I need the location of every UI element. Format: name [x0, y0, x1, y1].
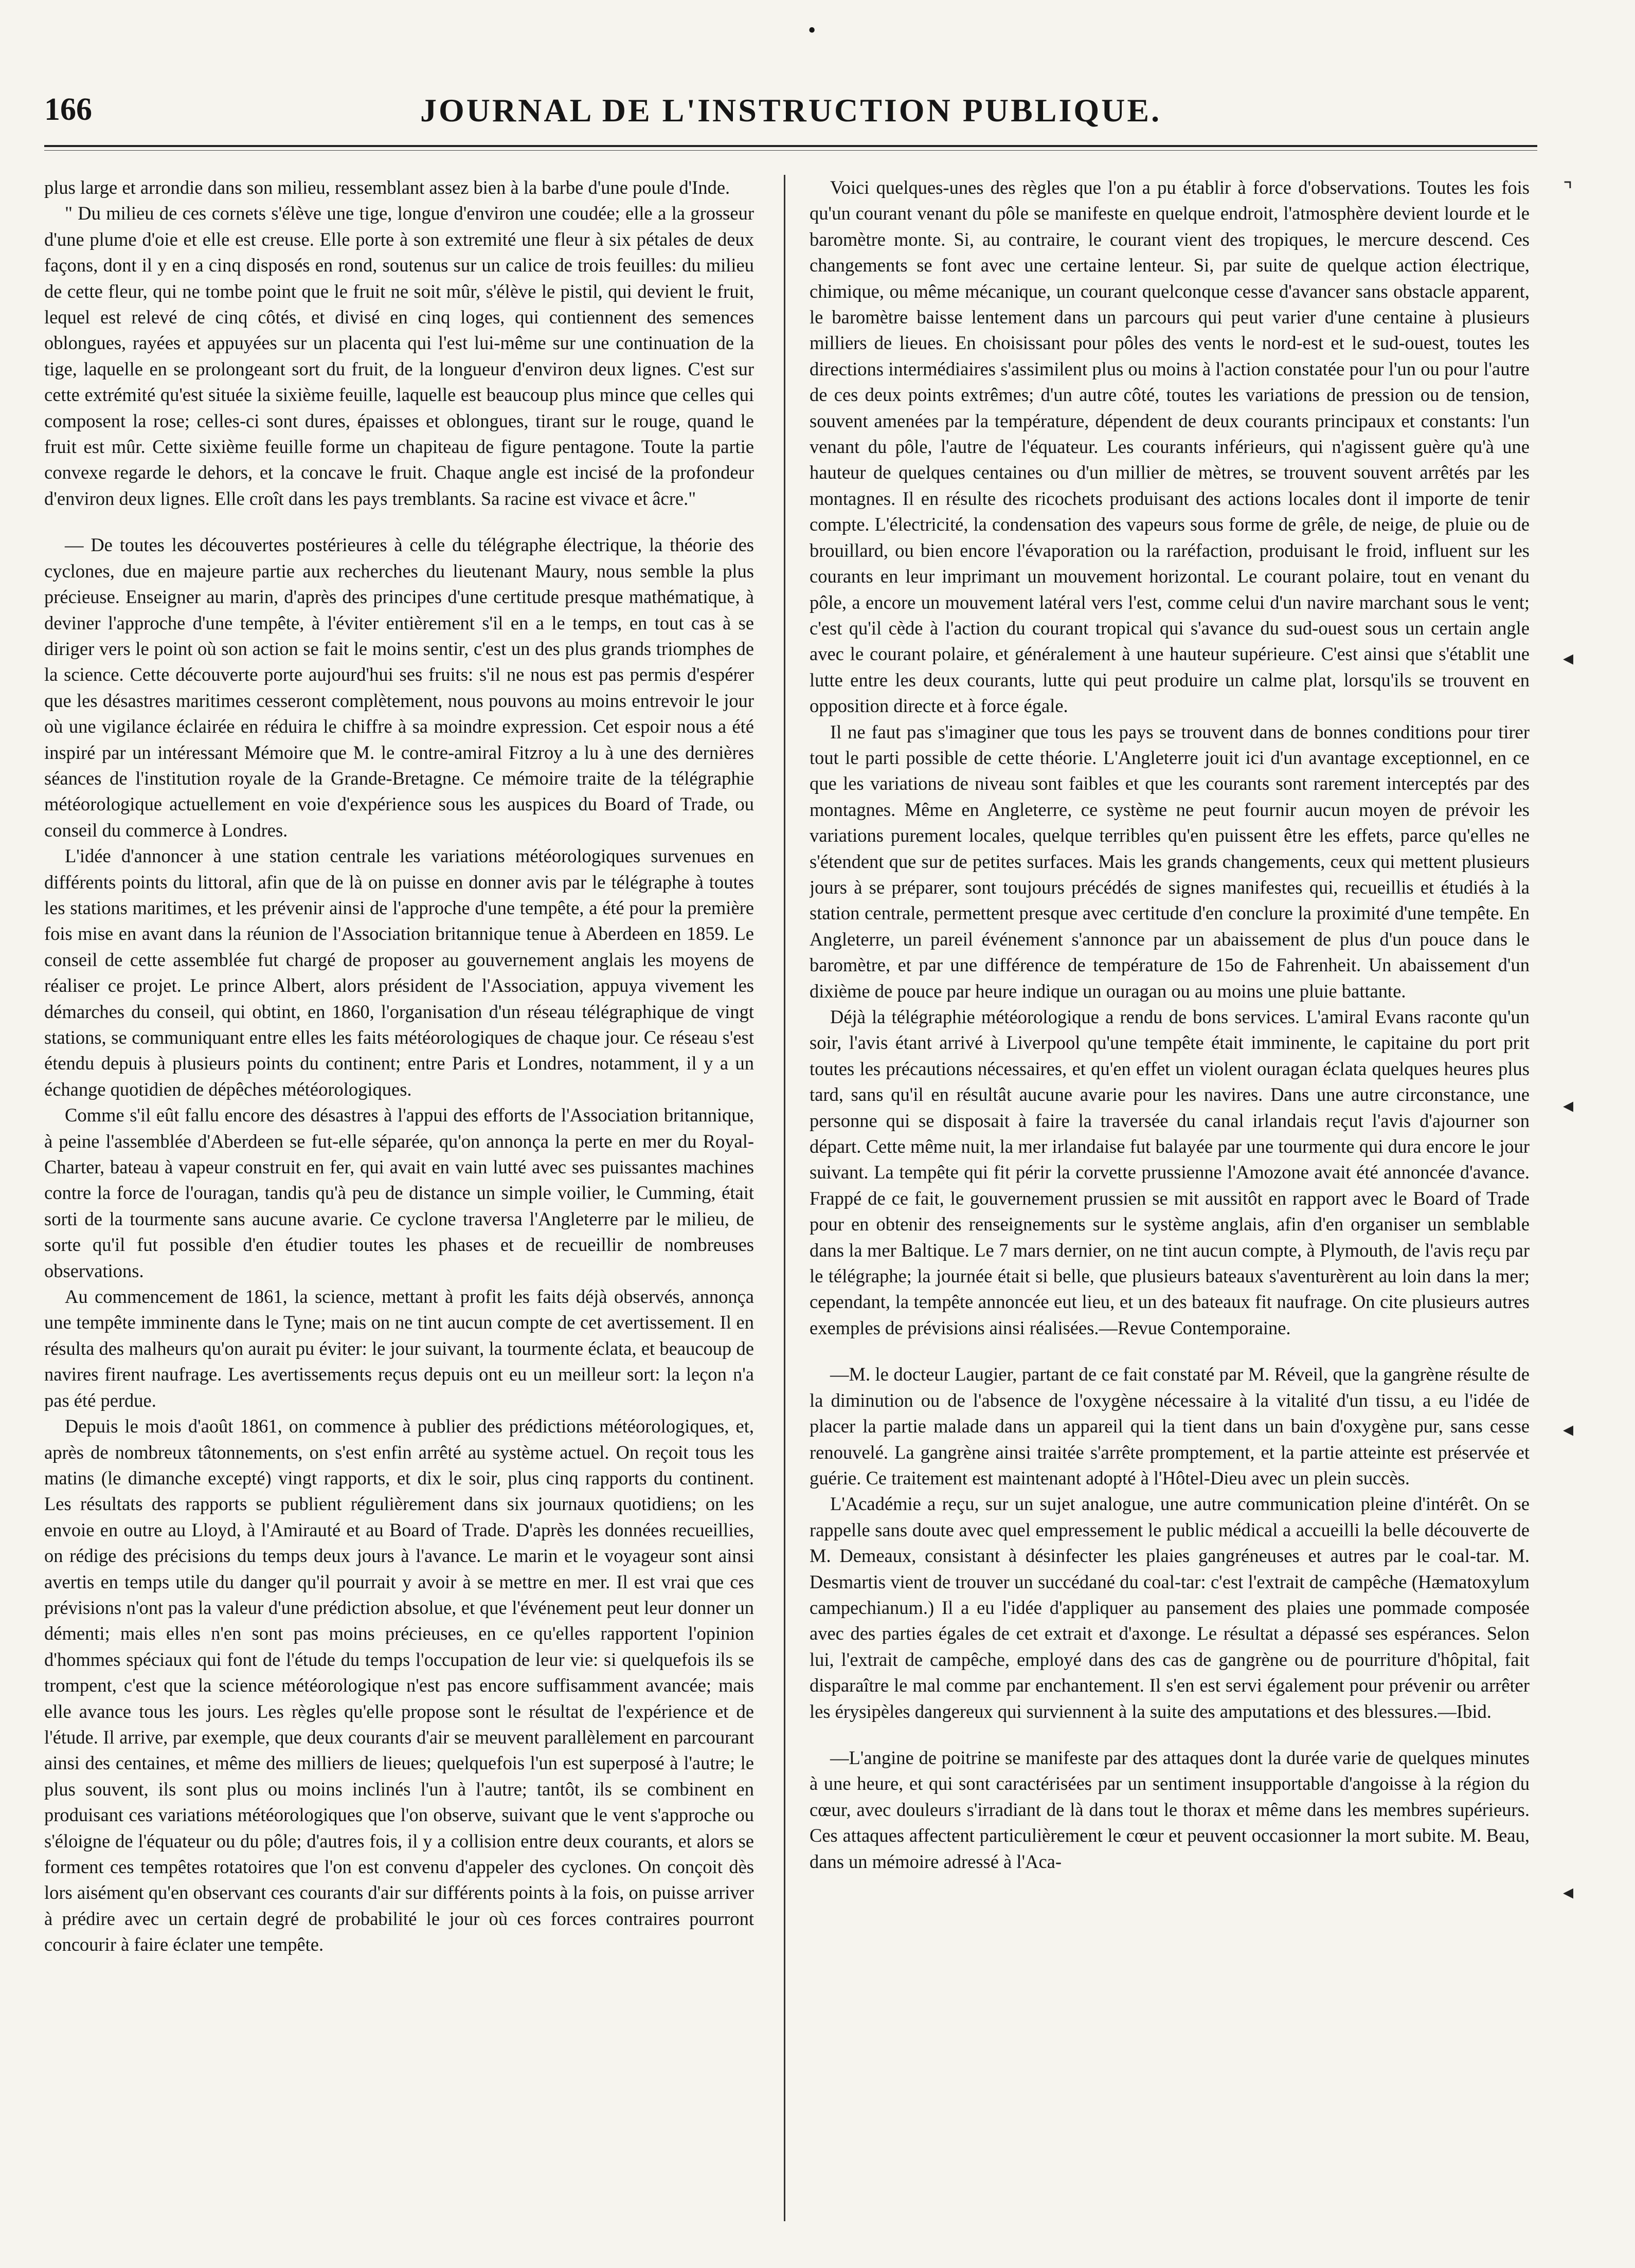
paragraph: —M. le docteur Laugier, partant de ce fait constaté par M. Réveil, que la gangrène résulte de la diminution ou de l'absence de l'oxygène nécessaire à la vitalité d'un tissu, a eu l'idée de placer la partie malade dans un appareil qui la tient dans un bain d'oxygène pur, sans cesse renouvelé. La gangrène ainsi traitée s'arrête promptement, et la partie atteinte est préservée et guérie. Ce traitement est maintenant adopté à l'Hôtel-Dieu avec un plein succès. — [810, 1364, 1530, 1489]
column-divider — [784, 175, 785, 2221]
paragraph: Il ne faut pas s'imaginer que tous les pays se trouvent dans de bonnes conditions pour tirer tout le parti possible de cette théorie. L'Angleterre jouit ici d'un avantage exceptionnel, en ce que les variations de niveau sont faibles et que les courants sont rarement interceptés par des montagnes. Même en Angleterre, ce système ne peut fournir aucun moyen de prévoir les variations purement locales, quelque terribles qu'en puissent être les effets, parce qu'elles ne s'étendent que sur de petites surfaces. Mais les grands changements, ceux qui mettent plusieurs jours à se préparer, sont toujours précédés de signes manifestes qui, recueillis et étudiés à la station centrale, permettent presque avec certitude d'en conclure la proximité d'une tempête. En Angleterre, un pareil événement s'annonce par un abaissement de plus d'un pouce dans le baromètre, et par une différence de température de 15o de Fahrenheit. Un abaissement d'un dixième de pouce par heure indique un ouragan ou au moins une pluie battante. — [810, 721, 1530, 1002]
running-title: JOURNAL DE L'INSTRUCTION PUBLIQUE. — [420, 92, 1162, 129]
margin-arrow-mark: ◂ — [1563, 1418, 1574, 1441]
paragraph: Au commencement de 1861, la science, mettant à profit les faits déjà observés, annonça une tempête imminente dans le Tyne; mais on ne tint aucun compte de cet avertissement. Il en résulta des malheurs qu'on aurait pu éviter: le jour suivant, la tourmente éclata, et beaucoup de navires firent naufrage. Les avertissements reçus depuis ont eu un meilleur sort: la leçon n'a pas été perdue. — [44, 1286, 754, 1411]
paragraph: Voici quelques-unes des règles que l'on a pu établir à force d'observations. Toutes les fois qu'un courant venant du pôle se manifeste en quelque endroit, l'atmosphère devient lourde et le baromètre monte. Si, au contraire, le courant vient des tropiques, le mercure descend. Ces changements se font avec une certaine lenteur. Si, par suite de quelque action électrique, chimique, ou même mécanique, un courant quelconque cesse d'avancer sans obstacle apparent, le baromètre baisse lentement dans un parcours qui peut varier d'une centaine à plusieurs milliers de lieues. En choisissant pour pôles des vents le nord-est et le sud-ouest, toutes les directions intermédiaires s'assimilent plus ou moins à l'action constatée pour l'un ou pour l'autre de ces deux points extrêmes; d'un autre côté, toutes les variations de pression ou de tension, souvent amenées par la température, dépendent de deux courants principaux et constants: l'un venant du pôle, l'autre de l'équateur. Les courants inférieurs, qui n'agissent guère qu'à une hauteur de quelques centaines ou d'un millier de mètres, se trouvent souvent arrêtés par les montagnes. Il en résulte des ricochets produisant des actions locales dont il importe de tenir compte. L'électricité, la condensation des vapeurs sous forme de grêle, de neige, de pluie ou de brouillard, ou bien encore l'évaporation ou la raréfaction, produisant le froid, influent sur les courants en leur imprimant un mouvement horizontal. Le courant polaire, tout en venant du pôle, a encore un mouvement latéral vers l'est, comme celui d'un navire marchant sous le vent; c'est qu'il cède à l'action du courant tropical qui s'avance du sud-ouest sous un certain angle avec le courant polaire, et généralement à une hauteur supérieure. C'est ainsi que s'établit une lutte entre les deux courants, lutte qui peut produire un calme plat, lorsqu'ils se trouvent en opposition directe et à force égale. — [810, 177, 1530, 717]
header-rule — [44, 145, 1537, 147]
paragraph: L'idée d'annoncer à une station centrale les variations météorologiques survenues en différents points du littoral, afin que de là on puisse en donner avis par le télégraphe à toutes les stations maritimes, et les prévenir ainsi de l'approche d'une tempête, a été pour la première fois mise en avant dans la réunion de l'Association britannique tenue à Aberdeen en 1859. Le conseil de cette assemblée fut chargé de proposer au gouvernement anglais les moyens de réaliser ce projet. Le prince Albert, alors président de l'Association, appuya vivement les démarches du conseil, qui obtint, en 1860, l'organisation d'un réseau télégraphique de vingt stations, se communiquant entre elles les faits météorologiques de chaque jour. Ce réseau s'est étendu depuis à plusieurs points du continent; entre Paris et Londres, notamment, il y a un échange quotidien de dépêches météorologiques. — [44, 845, 754, 1100]
left-column — [44, 175, 754, 2221]
right-column — [810, 175, 1530, 2221]
header-rule-thin — [44, 150, 1537, 151]
paragraph: —L'angine de poitrine se manifeste par des attaques dont la durée varie de quelques minutes à une heure, et qui sont caractérisées par un sentiment insupportable d'angoisse à la région du cœur, avec douleurs s'irradiant de là dans tout le thorax et même dans les membres supérieurs. Ces attaques affectent particulièrement le cœur et peuvent occasionner la mort subite. M. Beau, dans un mémoire adressé à l'Aca- — [810, 1747, 1530, 1872]
page-number: 166 — [44, 92, 92, 127]
page-header — [44, 92, 1537, 138]
paragraph: L'Académie a reçu, sur un sujet analogue, une autre communication pleine d'intérêt. On se rappelle sans doute avec quel empressement le public médical a accueilli la belle découverte de M. Demeaux, consistant à désinfecter les plaies gangréneuses et autres par le coal-tar. M. Desmartis vient de trouver un succédané du coal-tar: c'est l'extrait de campêche (Hæmatoxylum campechianum.) Il a eu l'idée d'appliquer au pansement des plaies une pommade composée avec des parties égales de cet extrait et d'axonge. Le résultat a dépassé ses espérances. Selon lui, l'extrait de campêche, employé dans des cas de gangrène ou de pourriture d'hôpital, fait disparaître le mal comme par enchantement. Il s'en est servi également pour prévenir ou arrêter les érysipèles dangereux qui surviennent à la suite des amputations et des blessures.—Ibid. — [810, 1493, 1530, 1722]
paragraph: Depuis le mois d'août 1861, on commence à publier des prédictions météorologiques, et, après de nombreux tâtonnements, on s'est enfin arrêté au système actuel. On reçoit tous les matins (le dimanche excepté) vingt rapports, et dix le soir, plus cinq rapports du continent. Les résultats des rapports se publient régulièrement dans six journaux quotidiens; on les envoie en outre au Lloyd, à l'Amirauté et au Board of Trade. D'après les données recueillies, on rédige des précisions du temps deux jours à l'avance. Le marin et le voyageur sont ainsi avertis en temps utile du danger qu'il pourrait y avoir à se mettre en mer. Il est vrai que ces prévisions n'ont pas la valeur d'une prédiction absolue, et que l'événement peut leur donner un démenti; mais elles n'en sont pas moins précieuses, en ce qu'elles rapportent l'opinion d'hommes spéciaux qui font de l'étude du temps l'occupation de leur vie: si quelquefois ils se trompent, c'est que la science météorologique n'est pas encore suffisamment avancée; mais elle avance tous les jours. Les règles qu'elle propose sont le résultat de l'expérience et de l'étude. Il arrive, par exemple, que deux courants d'air se meuvent parallèlement en parcourant ainsi des centaines, et même des milliers de lieues; quelquefois l'un est superposé à l'autre; le plus souvent, ils sont plus ou moins inclinés l'un à l'autre; tantôt, ils se combinent en produisant ces variations météorologiques que l'on observe, suivant que le vent s'approche ou s'éloigne de l'équateur ou du pôle; d'autres fois, il y a collision entre deux courants, et alors se forment ces tempêtes rotatoires que l'on est convenu d'appeler des cyclones. On conçoit dès lors aisément qu'en observant ces courants d'air sur différents points à la fois, on puisse arriver à prédire avec un certain degré de probabilité le jour où ces forces contraires pourront concourir à faire éclater une tempête. — [44, 1416, 754, 1955]
paragraph: " Du milieu de ces cornets s'élève une tige, longue d'environ une coudée; elle a la grosseur d'une plume d'oie et elle est creuse. Elle porte à son extremité une fleur à six pétales de deux façons, dont il y en a cinq disposés en rond, soutenus sur un calice de trois feuilles: du milieu de cette fleur, qui ne tombe point que le fruit ne soit mûr, s'élève le pistil, qui devient le fruit, lequel est relevé de cinq côtés, et divisé en cinq loges, qui contiennent des semences oblongues, rayées et appuyées sur un placenta qui l'est lui-même sur une continuation de la tige, laquelle en se prolongeant sort du fruit, de la longueur d'environ deux lignes. C'est sur cette extrémité qu'est située la sixième feuille, laquelle est beaucoup plus mince que celles qui composent la rose; celles-ci sont dures, épaisses et oblongues, tirant sur le rouge, quand le fruit est mûr. Cette sixième feuille forme un chapiteau de figure pentagone. Toute la partie convexe regarde le dehors, et la concave le fruit. Chaque angle est incisé de la profondeur d'environ deux lignes. Elle croît dans les pays tremblants. Sa racine est vivace et âcre." — [44, 203, 754, 509]
margin-tick-mark: ⌝ — [1563, 178, 1573, 202]
paragraph: — De toutes les découvertes postérieures à celle du télégraphe électrique, la théorie des cyclones, due en majeure partie aux recherches du lieutenant Maury, nous semble la plus précieuse. Enseigner au marin, d'après des principes d'une certitude presque mathématique, à deviner l'approche d'une tempête, à l'éviter entièrement s'il en a le temps, en tout cas à se diriger vers le point où son action se fait le moins sentir, c'est un des plus grands triomphes de la science. Cette découverte porte aujourd'hui ses fruits: s'il ne nous est pas permis d'espérer que les désastres maritimes cesseront complètement, nous pouvons au moins entrevoir le jour où une vigilance éclairée en réduira le chiffre à sa moindre expression. Cet espoir nous a été inspiré par un intéressant Mémoire que M. le contre-amiral Fitzroy a lu à une des dernières séances de l'institution royale de la Grande-Bretagne. Ce mémoire traite de la télégraphie météorologique actuellement en voie d'expérience sous les auspices du Board of Trade, ou conseil du commerce à Londres. — [44, 534, 754, 841]
paragraph: Déjà la télégraphie météorologique a rendu de bons services. L'amiral Evans raconte qu'un soir, l'avis étant arrivé à Liverpool qu'une tempête était imminente, le capitaine du port prit toutes les précautions nécessaires, et qu'en effet un violent ouragan éclata quelques heures plus tard, sans qu'il en résultât aucune avarie pour les navires. Dans une autre circonstance, une personne qui se disposait à faire la traversée du canal irlandais reçut l'avis d'ajourner son départ. Cette même nuit, la mer irlandaise fut balayée par une tourmente qui dura encore le jour suivant. La tempête qui fit périr la corvette prussienne l'Amozone avait été annoncée d'avance. Frappé de ce fait, le gouvernement prussien se mit aussitôt en rapport avec le Board of Trade pour en obtenir des renseignements sur le système anglais, afin d'en organiser un semblable dans la mer Baltique. Le 7 mars dernier, on ne tint aucun compte, à Plymouth, de l'avis reçu par le télégraphe; la journée était si belle, que plusieurs bateaux s'aventurèrent au loin dans la mer; cependant, la tempête annoncée eut lieu, et un des bateaux fit naufrage. On cite plusieurs autres exemples de prévisions ainsi réalisées.—Revue Contemporaine. — [810, 1006, 1530, 1338]
paragraph: plus large et arrondie dans son milieu, ressemblant assez bien à la barbe d'une poule d'Inde. — [44, 177, 730, 198]
ink-dot: • — [806, 21, 818, 42]
margin-arrow-mark: ◂ — [1563, 1880, 1574, 1904]
paragraph: Comme s'il eût fallu encore des désastres à l'appui des efforts de l'Association britannique, à peine l'assemblée d'Aberdeen se fut-elle séparée, qu'on annonça la perte en mer du Royal-Charter, bateau à vapeur construit en fer, qui avait en vain lutté avec ses puissantes machines contre la force de l'ouragan, tandis qu'à peu de distance un simple voilier, le Cumming, était sorti de la tourmente sans aucune avarie. Ce cyclone traversa l'Angleterre par le milieu, de sorte qu'il fut possible d'en étudier toutes les phases et de recueillir de nombreuses observations. — [44, 1104, 754, 1281]
margin-arrow-mark: ◂ — [1563, 646, 1574, 670]
margin-arrow-mark: ◂ — [1563, 1094, 1574, 1117]
